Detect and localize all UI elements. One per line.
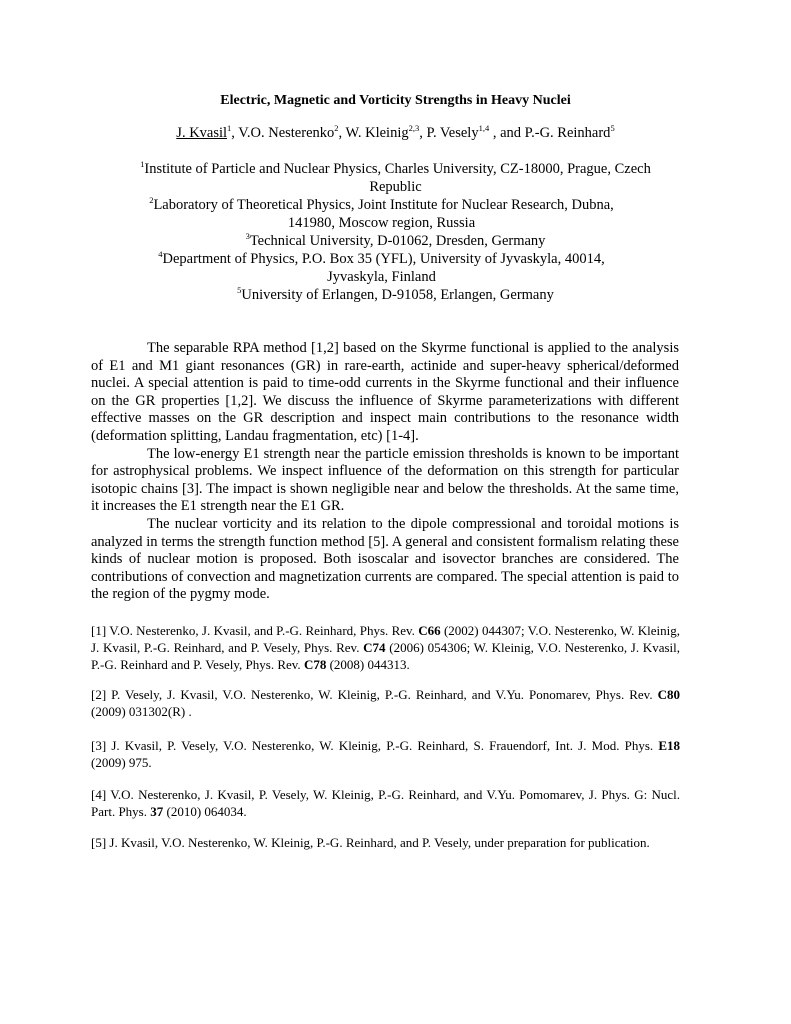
paper-title: Electric, Magnetic and Vorticity Strengths in Heavy Nuclei: [220, 93, 571, 108]
author-kleinig: , W. Kleinig: [338, 125, 409, 141]
abstract-paragraph: The nuclear vorticity and its relation to the dipole compressional and toroidal motions is analyzed in terms the strength function method [5]. A general and consistent formalism relating these kinds of nuclear motion is proposed. Both isoscalar and isovector branches are considered. The contributions of convection and magnetization currents are compared. The special attention is paid to the region of the pygmy mode.: [91, 515, 679, 603]
author-nesterenko: , V.O. Nesterenko: [231, 125, 335, 141]
reference-2: [2] P. Vesely, J. Kvasil, V.O. Nesterenko, W. Kleinig, P.-G. Reinhard, and V.Yu. Ponomarev, Phys. Rev. C80 (2009) 031302(R) .: [91, 687, 680, 719]
abstract-paragraph: The separable RPA method [1,2] based on the Skyrme functional is applied to the analysis of E1 and M1 giant resonances (GR) in rare-earth, actinide and super-heavy spherical/deformed nuclei. A special attention is paid to time-odd currents in the Skyrme functional and their influence on the GR properties [1,2]. We discuss the influence of Skyrme parameterizations with different effective masses on the GR description and inspect main contributions to the resonance width (deformation splitting, Landau fragmentation, etc) [1-4].: [91, 340, 679, 444]
author-reinhard: , and P.-G. Reinhard: [489, 125, 611, 141]
affiliation-5: $^5$University of Erlangen, D-91058, Erlangen, Germany: [237, 285, 554, 303]
affiliation-2: $^2$Laboratory of Theoretical Physics, Joint Institute for Nuclear Research, Dubna, 141980, Moscow region, Russia: [149, 195, 614, 231]
reference-5: [5] J. Kvasil, V.O. Nesterenko, W. Kleinig, P.-G. Reinhard, and P. Vesely, under preparation for publication.: [91, 835, 650, 850]
author-list: J. Kvasil$^1$, V.O. Nesterenko$^2$, W. Kleinig$^{2,3}$, P. Vesely$^{1,4}$ , and P.-G. Reinhard$^5$: [176, 123, 615, 141]
author-kvasil: J. Kvasil: [176, 125, 228, 141]
affiliation-1: $^1$Institute of Particle and Nuclear Physics, Charles University, CZ-18000, Prague, Czech Republic: [140, 159, 651, 195]
reference-1: [1] V.O. Nesterenko, J. Kvasil, and P.-G. Reinhard, Phys. Rev. C66 (2002) 044307; V.O. Nesterenko, W. Kleinig, J. Kvasil, P.-G. Reinhard, and P. Vesely, Phys. Rev. C74 (2006) 054306; W. Kleinig, V.O. Nesterenko, J. Kvasil, P.-G. Reinhard and P. Vesely, Phys. Rev. C78 (2008) 044313.: [91, 623, 680, 672]
affiliation-3: $^3$Technical University, D-01062, Dresden, Germany: [245, 231, 546, 249]
abstract: [91, 340, 679, 604]
abstract-paragraph: The low-energy E1 strength near the particle emission thresholds is known to be important for astrophysical problems. We inspect influence of the deformation on this strength for particular isotopic chains [3]. The impact is shown negligible near and below the thresholds. At the same time, it increases the E1 strength near the E1 GR.: [91, 445, 679, 515]
reference-4: [4] V.O. Nesterenko, J. Kvasil, P. Vesely, W. Kleinig, P.-G. Reinhard, and V.Yu. Pomomarev, J. Phys. G: Nucl. Part. Phys. 37 (2010) 064034.: [91, 787, 680, 819]
author-vesely: , P. Vesely: [419, 125, 479, 141]
reference-3: [3] J. Kvasil, P. Vesely, V.O. Nesterenko, W. Kleinig, P.-G. Reinhard, S. Frauendorf, Int. J. Mod. Phys. E18 (2009) 975.: [91, 738, 680, 770]
affiliation-4: $^4$Department of Physics, P.O. Box 35 (YFL), University of Jyvaskyla, 40014, Jyvaskyla, Finland: [158, 249, 605, 285]
